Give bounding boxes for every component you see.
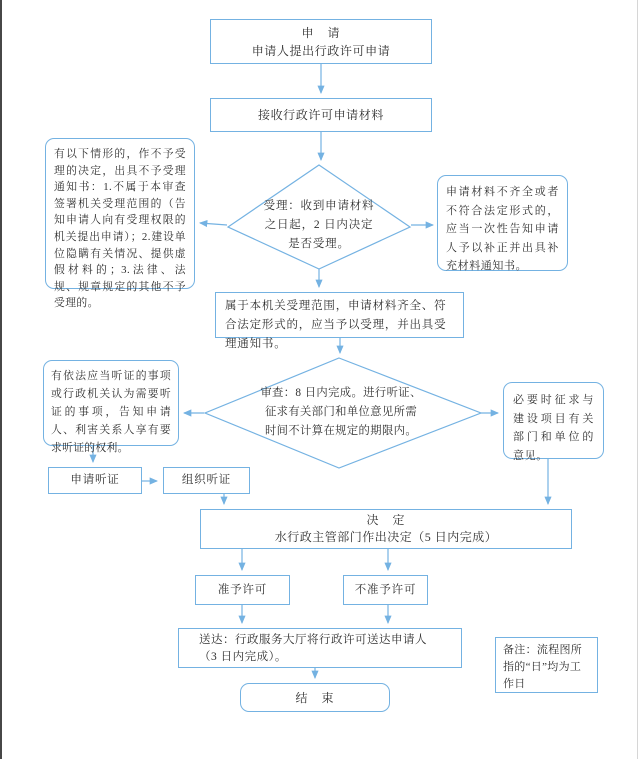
grant-box: [195, 575, 290, 605]
deny-label: 不准予许可: [354, 583, 417, 596]
accepted-text: 属于本机关受理范围，申请材料齐全、符合法定形式的，应当予以受理，并出具受理通知书。: [225, 300, 447, 350]
review-line-2: 征求有关部门和单位意见所需: [264, 406, 418, 418]
accept-line-2: 之日起，2 日内决定: [264, 219, 374, 231]
scan-right-edge-line: [637, 0, 638, 759]
consult-note-box: [503, 382, 604, 462]
receive-box: [210, 98, 432, 132]
consult-note-text: 必要时征求与建设项目有关部门和单位的意见。: [513, 394, 594, 462]
review-diamond-text: [243, 384, 439, 441]
not-accept-note-text: 有以下情形的，作不予受理的决定，出具不予受理通知书：1.不属于本审查签署机关受理范围的（告知申请人向有受理权限的机关提出申请）；2.建设单位隐瞒有关情况、提供虚假材料的；3.法律、法规、规章规定的其他不予受理的。: [54, 148, 186, 310]
end-label: 结 束: [295, 690, 335, 705]
delivery-line-1: 送达：行政服务大厅将行政许可送达申请人: [199, 634, 427, 646]
hearing-notice-text: 有依法应当听证的事项或行政机关认为需要听证的事项，告知申请人、利害关系人享有要求听证的权利。: [51, 370, 171, 454]
organize-hearing-label: 组织听证: [181, 474, 232, 486]
organize-hearing-box: [163, 467, 250, 494]
apply-box: [210, 19, 432, 64]
end-box: [240, 683, 390, 712]
delivery-box: [178, 628, 462, 668]
incomplete-note-text: 申请材料不齐全或者不符合法定形式的，应当一次性告知申请人予以补正并出具补充材料通知书。: [446, 186, 559, 273]
incomplete-note-box: [437, 175, 568, 271]
accept-line-1: 受理：收到申请材料: [263, 200, 375, 212]
apply-subtitle: 申请人提出行政许可申请: [251, 43, 391, 58]
decision-box: [200, 509, 572, 549]
accepted-box: [215, 292, 464, 350]
remark-box: [495, 637, 598, 693]
apply-hearing-box: [48, 467, 142, 494]
decision-title: 决 定: [366, 513, 406, 527]
accept-diamond-text: [229, 197, 409, 254]
remark-text: 备注：流程图所指的“日”均为工作日: [503, 644, 583, 690]
arrow-accept-to-notaccept: [200, 223, 227, 225]
hearing-notice-box: [43, 360, 179, 454]
grant-label: 准予许可: [217, 583, 268, 596]
accept-line-3: 是否受理。: [288, 238, 350, 250]
deny-box: [343, 575, 428, 605]
not-accept-note-box: [45, 138, 195, 310]
receive-label: 接收行政许可申请材料: [257, 108, 384, 122]
apply-hearing-label: 申请听证: [70, 474, 120, 486]
decision-subtitle: 水行政主管部门作出决定（5 日内完成）: [274, 530, 498, 544]
review-line-1: 审查：8 日内完成。进行听证、: [260, 387, 422, 399]
review-line-3: 时间不计算在规定的期限内。: [264, 425, 418, 437]
apply-title: 申 请: [301, 25, 341, 40]
delivery-line-2: （3 日内完成）。: [199, 651, 287, 663]
scan-left-edge-line: [0, 0, 2, 759]
